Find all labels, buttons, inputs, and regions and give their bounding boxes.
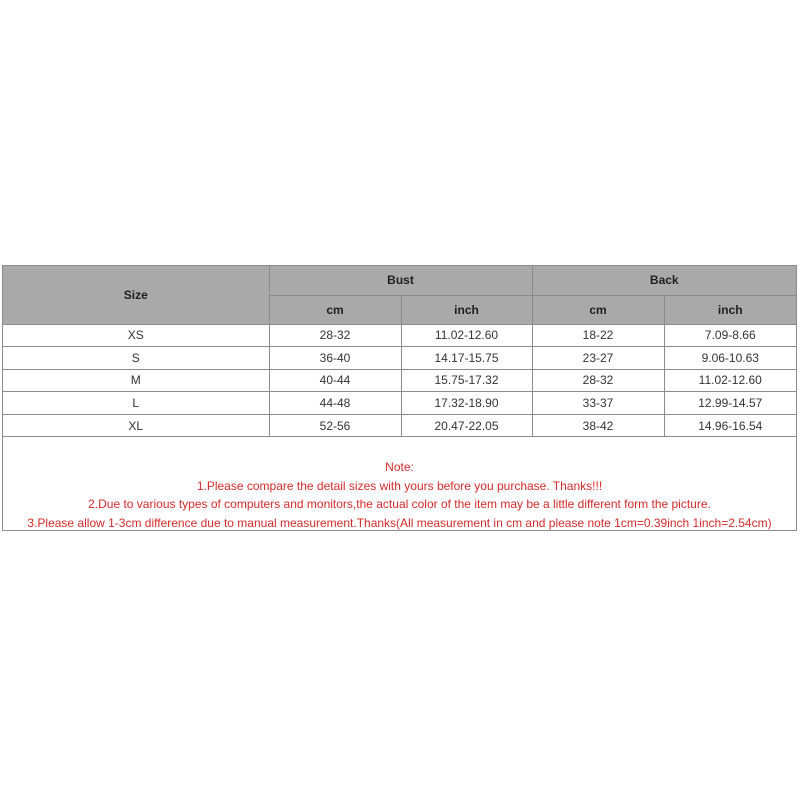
bust-cm-cell: 36-40 [269,347,401,370]
note-line-2: 2.Due to various types of computers and monitors,the actual color of the item may be a little different form the picture. [88,497,711,511]
back-inch-cell: 11.02-12.60 [664,369,796,392]
size-column-header: Size [3,266,269,324]
table-row [3,369,796,392]
note-title: Note: [385,460,414,474]
back-cm-cell: 33-37 [532,392,664,415]
table-row [3,414,796,437]
notes-section [3,458,796,532]
back-cm-cell: 18-22 [532,324,664,347]
size-chart [2,265,797,531]
table-row [3,392,796,415]
size-cell: XS [3,324,269,347]
bust-inch-cell: 17.32-18.90 [401,392,532,415]
back-inch-cell: 12.99-14.57 [664,392,796,415]
size-table [3,266,796,437]
bust-cm-cell: 28-32 [269,324,401,347]
back-group-header: Back [532,266,796,295]
size-cell: L [3,392,269,415]
back-cm-cell: 28-32 [532,369,664,392]
bust-cm-cell: 44-48 [269,392,401,415]
bust-cm-cell: 52-56 [269,414,401,437]
bust-cm-header: cm [269,295,401,324]
table-row [3,324,796,347]
back-inch-header: inch [664,295,796,324]
table-row [3,347,796,370]
back-cm-header: cm [532,295,664,324]
note-line-3: 3.Please allow 1-3cm difference due to manual measurement.Thanks(All measurement in cm and please note 1cm=0.39inch 1inch=2.54cm) [27,515,772,530]
size-cell: XL [3,414,269,437]
bust-inch-cell: 15.75-17.32 [401,369,532,392]
back-cm-cell: 23-27 [532,347,664,370]
bust-inch-cell: 11.02-12.60 [401,324,532,347]
back-inch-cell: 7.09-8.66 [664,324,796,347]
bust-inch-header: inch [401,295,532,324]
back-inch-cell: 9.06-10.63 [664,347,796,370]
back-inch-cell: 14.96-16.54 [664,414,796,437]
back-cm-cell: 38-42 [532,414,664,437]
bust-inch-cell: 20.47-22.05 [401,414,532,437]
bust-inch-cell: 14.17-15.75 [401,347,532,370]
size-cell: M [3,369,269,392]
table-header-row [3,266,796,295]
size-cell: S [3,347,269,370]
bust-group-header: Bust [269,266,532,295]
bust-cm-cell: 40-44 [269,369,401,392]
note-line-1: 1.Please compare the detail sizes with yours before you purchase. Thanks!!! [196,478,603,493]
